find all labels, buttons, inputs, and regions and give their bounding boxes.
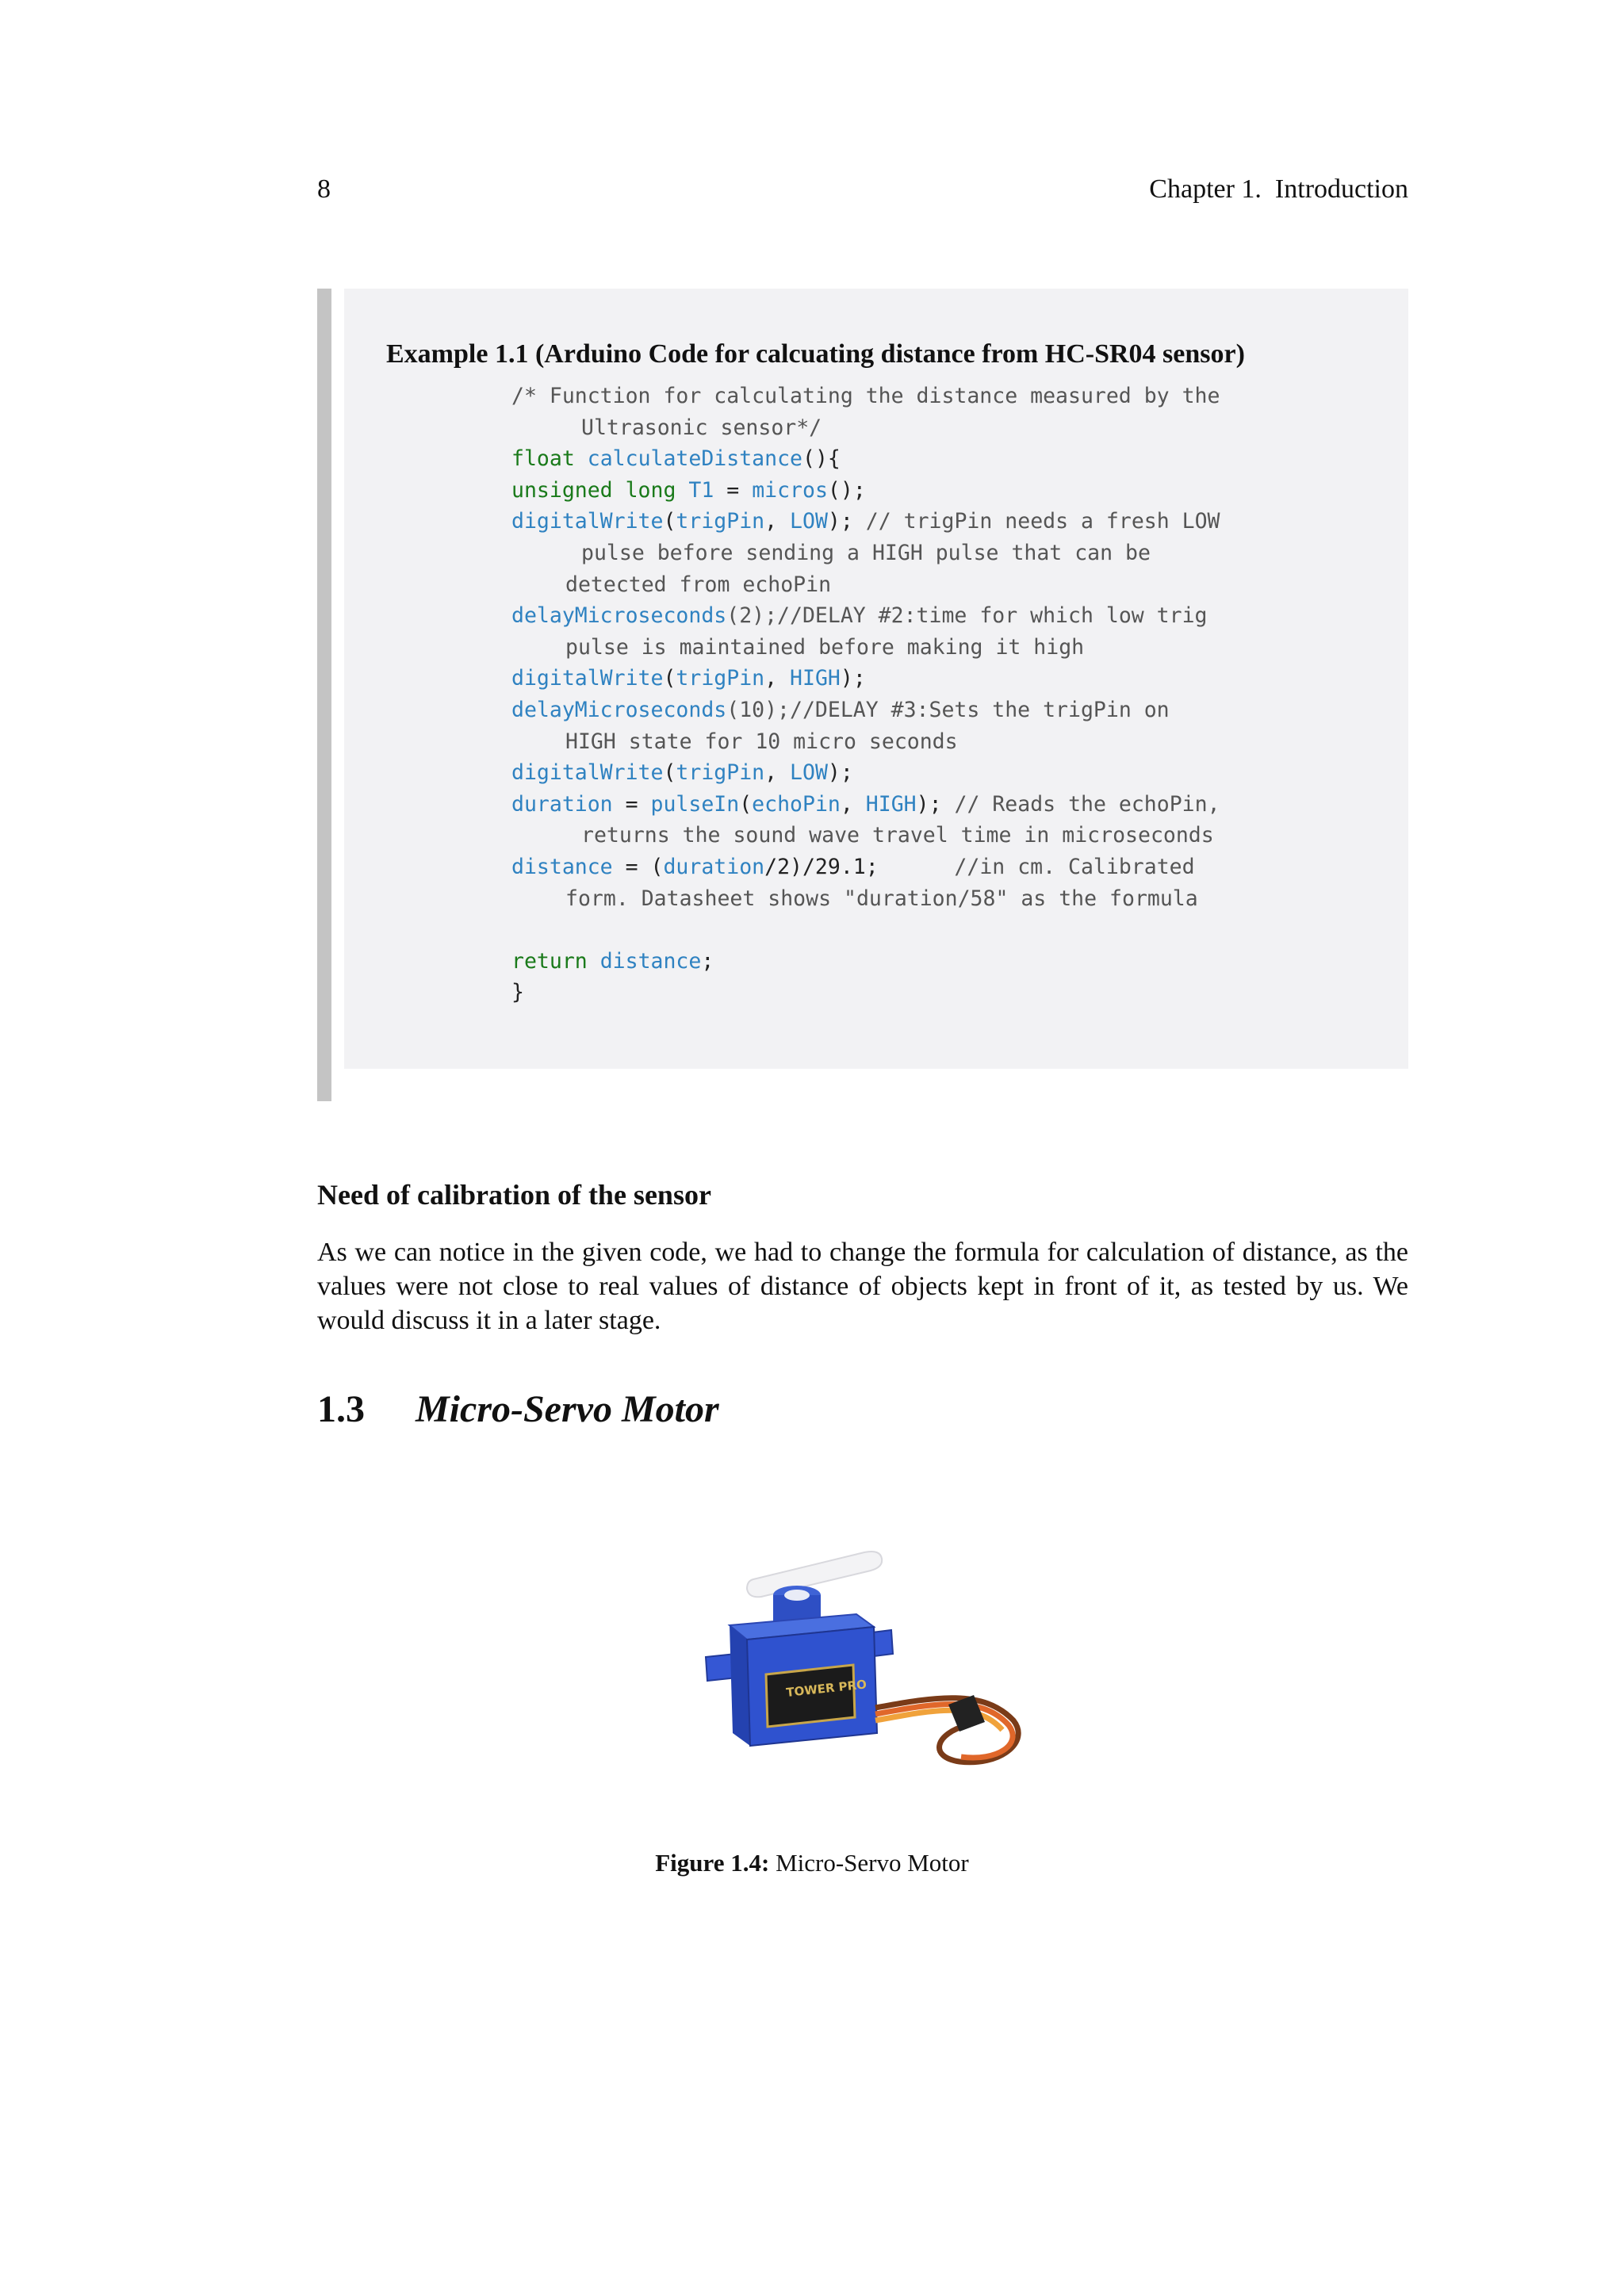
code-line <box>511 789 1220 821</box>
section-number: 1.3 <box>317 1388 365 1430</box>
code-keyword: unsigned long <box>511 477 676 503</box>
code-comment: //in cm. Calibrated <box>878 854 1195 879</box>
code-line: form. Datasheet shows "duration/58" as the formula <box>565 886 1198 911</box>
code-text: = <box>714 477 753 503</box>
code-variable: T1 <box>688 477 714 503</box>
code-text: = ( <box>612 854 664 879</box>
code-keyword: return <box>511 948 588 974</box>
example-rule <box>317 289 331 1101</box>
code-text: ( <box>663 666 676 691</box>
code-text: ( <box>663 760 676 786</box>
code-keyword: float <box>511 446 575 472</box>
servo-motor-image <box>698 1538 1031 1784</box>
code-line: pulse is maintained before making it high <box>565 634 1085 660</box>
figure-caption-label: Figure 1.4: <box>655 1849 770 1877</box>
code-text: /2)/29.1; <box>764 854 879 879</box>
code-line <box>511 695 1220 726</box>
code-text: , <box>764 509 791 534</box>
code-constant: HIGH <box>790 666 841 691</box>
code-line: HIGH state for 10 micro seconds <box>565 729 958 754</box>
code-line: returns the sound wave travel time in microseconds <box>581 823 1214 848</box>
code-variable: distance <box>511 854 613 879</box>
code-text: ); <box>840 666 866 691</box>
example-title: Example 1.1 (Arduino Code for calcuating distance from HC-SR04 sensor) <box>386 339 1245 369</box>
code-text: ( <box>663 509 676 534</box>
code-line: pulse before sending a HIGH pulse that can be <box>581 540 1151 565</box>
code-function: micros <box>752 477 828 503</box>
code-constant: LOW <box>790 760 828 786</box>
code-variable: duration <box>663 854 765 879</box>
code-line <box>511 600 1220 632</box>
code-line <box>511 663 1220 695</box>
code-text: (2);//DELAY #2:time for which low trig <box>726 603 1208 629</box>
code-line: Ultrasonic sensor*/ <box>581 415 822 440</box>
code-function: digitalWrite <box>511 760 664 786</box>
code-line: /* Function for calculating the distance measured by the <box>511 384 1220 408</box>
code-text: ; <box>701 948 714 974</box>
code-variable: trigPin <box>676 509 765 534</box>
section-heading <box>317 1387 719 1431</box>
code-function: digitalWrite <box>511 509 664 534</box>
code-text: , <box>764 760 791 786</box>
code-function: delayMicroseconds <box>511 697 727 722</box>
code-function: delayMicroseconds <box>511 603 727 629</box>
code-line <box>511 506 1220 538</box>
figure-caption-text: Micro-Servo Motor <box>769 1849 969 1877</box>
servo-label-text: TOWER PRO <box>785 1677 868 1700</box>
code-comment: // trigPin needs a fresh LOW <box>852 509 1220 534</box>
code-line <box>511 443 1220 475</box>
code-constant: LOW <box>790 509 828 534</box>
code-text: (); <box>827 477 866 503</box>
code-comment: // Reads the echoPin, <box>941 791 1220 817</box>
code-line <box>511 851 1220 883</box>
code-text: (10);//DELAY #3:Sets the trigPin on <box>726 697 1170 722</box>
code-function: pulseIn <box>650 791 740 817</box>
code-line <box>511 757 1220 789</box>
code-variable: trigPin <box>676 666 765 691</box>
code-function: calculateDistance <box>587 446 802 472</box>
code-variable: trigPin <box>676 760 765 786</box>
code-text: , <box>840 791 866 817</box>
code-constant: HIGH <box>865 791 917 817</box>
code-variable: echoPin <box>752 791 841 817</box>
page-number: 8 <box>317 174 331 204</box>
code-text: ); <box>827 760 853 786</box>
code-line <box>511 946 1220 978</box>
code-text: ); <box>827 509 853 534</box>
code-variable: distance <box>599 948 702 974</box>
code-text: = <box>612 791 651 817</box>
code-listing <box>511 381 1220 1008</box>
code-line: } <box>511 980 524 1005</box>
code-text: ); <box>916 791 942 817</box>
section-title: Micro-Servo Motor <box>416 1388 719 1430</box>
code-variable: duration <box>511 791 613 817</box>
code-text: , <box>764 666 791 691</box>
code-line <box>511 475 1220 507</box>
code-text: (){ <box>802 446 841 472</box>
subsection-heading: Need of calibration of the sensor <box>317 1179 711 1211</box>
code-text: ( <box>739 791 753 817</box>
figure-caption <box>0 1849 1624 1877</box>
running-head: Chapter 1. Introduction <box>1149 174 1408 204</box>
code-line: detected from echoPin <box>565 572 832 597</box>
code-function: digitalWrite <box>511 666 664 691</box>
code-line-blank <box>511 914 1220 946</box>
body-paragraph: As we can notice in the given code, we had to change the formula for calculation of distance, as the values were not close to real values of distance of objects kept in front of it, as tested by us. We would discuss it in a later stage. <box>317 1238 1408 1335</box>
